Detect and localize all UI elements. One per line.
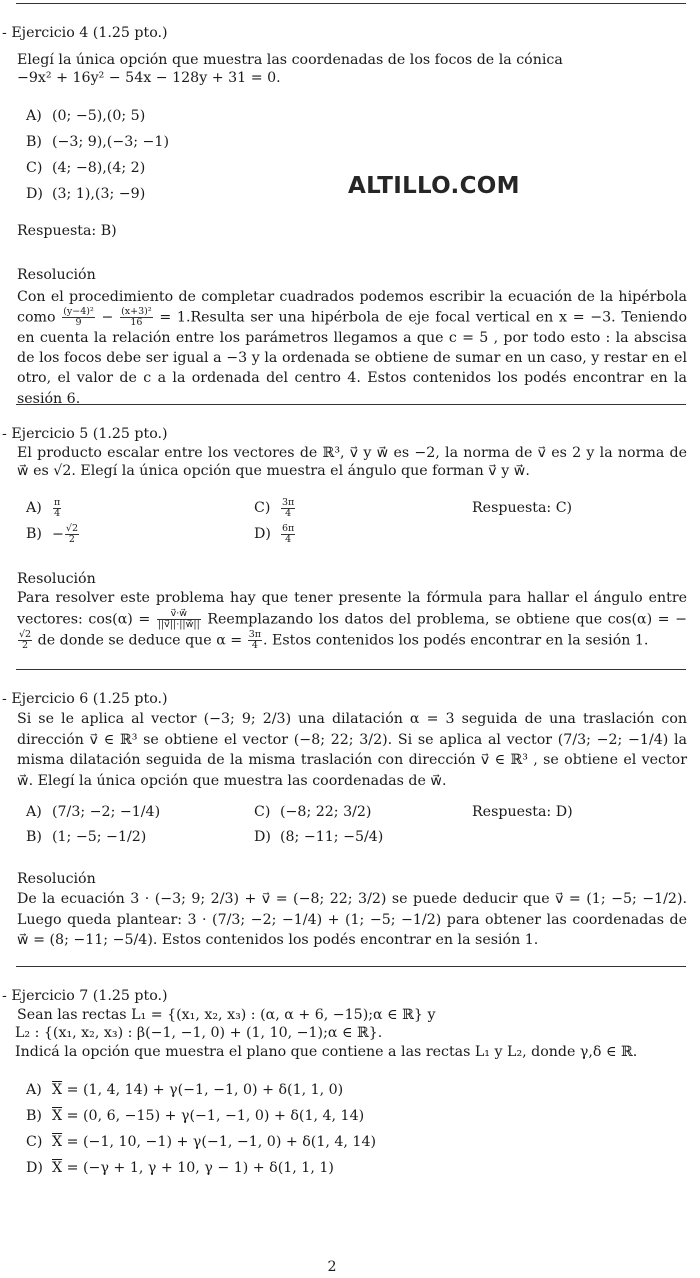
exercise-7-option-d: D) $\overline{X} = (-\gamma + 1$, γ + 10, γ − 1) + δ(1, 1, 1) [26, 1160, 334, 1176]
exercise-7-option-a: A) $\overline{X} = (1$, 4, 14) + γ(−1, −1, 0) + δ(1, 1, 0) [26, 1082, 344, 1098]
exercise-6-resolution: De la ecuación 3 · (−3; 9; 2/3) + v⃗ = (−8; 22; 3/2) se puede deducir que v⃗ = (1; −5; −1/2). Luego queda plantear: 3 · (7/3; −2; −1/4) + (1; −5; −1/2) para obtener las coordenadas de w⃗ = (8; −11; −5/4). Estos contenidos los podés encontrar en la sesión 1. [17, 891, 687, 949]
exercise-4-title: - Ejercicio 4 (1.25 pto.) [2, 25, 168, 41]
divider [16, 404, 686, 405]
exercise-6-statement: Si se le aplica al vector (−3; 9; 2/3) una dilatación α = 3 seguida de una traslación con dirección v⃗ ∈ ℝ³ se obtiene el vector (−8; 22; 3/2). Si se aplica al vector (7/3; −2; −1/4) la misma dilatación seguida de la misma traslación con dirección v⃗ ∈ ℝ³ , se obtiene el vector w⃗. Elegí la única opción que muestra las coordenadas de w⃗. [17, 711, 687, 789]
exercise-6-resolution-title: Resolución [17, 871, 96, 887]
exercise-6-option-d: D) (8; −11; −5/4) [254, 829, 384, 845]
exercise-6-option-a: A) (7/3; −2; −1/4) [26, 804, 161, 820]
top-divider [16, 3, 686, 4]
fraction: $\frac{\text{(y−4)²}}{9}$ [63, 306, 94, 329]
watermark-logo: ALTILLO.COM [348, 173, 520, 199]
page-number: 2 [327, 1259, 337, 1275]
exercise-6-answer: Respuesta: D) [472, 804, 573, 820]
exercise-4-resolution-title: Resolución [17, 267, 96, 283]
exercise-5-title: - Ejercicio 5 (1.25 pto.) [2, 426, 168, 442]
exercise-6-option-b: B) (1; −5; −1/2) [26, 829, 147, 845]
exercise-4-option-c: C) (4; −8),(4; 2) [26, 160, 146, 176]
exercise-6-title: - Ejercicio 6 (1.25 pto.) [2, 691, 168, 707]
fraction: $\frac{\text{(x+3)²}}{16}$ [121, 306, 152, 329]
exercise-4-option-b: B) (−3; 9),(−3; −1) [26, 134, 169, 150]
conic-equation: −9x² + 16y² − 54x − 128y + 31 = 0. [17, 70, 281, 87]
fraction: $\frac{v⃗\cdot w⃗}{||v⃗||\cdot||w⃗||}$ [157, 607, 200, 630]
exercise-5-option-c: C) $\frac{3\pi}{4}$ [254, 497, 295, 519]
exercise-5-resolution: Para resolver este problema hay que tener presente la fórmula para hallar el ángulo entre vectores: cos(α) = $\frac{v⃗\cdot w⃗}{||v⃗||\cdot||w⃗||}$ Reemplazando los datos del problema, se obtiene que cos(α) = − $\frac{√2}{2}$ de donde se deduce que α = $\frac{3\pi}{4}$ . Estos contenidos los podés encontrar en la sesión 1. [17, 590, 687, 651]
divider [16, 966, 686, 967]
exercise-5-option-b: B) − $\frac{√2}{2}$ [26, 523, 78, 545]
exercise-5-option-d: D) $\frac{6\pi}{4}$ [254, 523, 295, 545]
exercise-6-option-c: C) (−8; 22; 3/2) [254, 804, 372, 820]
exercise-5-statement: El producto escalar entre los vectores de ℝ³, v⃗ y w⃗ es −2, la norma de v⃗ es 2 y la norma de w⃗ es √2. Elegí la única opción que muestra el ángulo que forman v⃗ y w⃗. [17, 445, 687, 480]
exercise-5-resolution-title: Resolución [17, 571, 96, 587]
exercise-4-answer: Respuesta: B) [17, 223, 117, 239]
exercise-7-option-b: B) $\overline{X} = (0$, 6, −15) + γ(−1, −1, 0) + δ(1, 4, 14) [26, 1108, 365, 1124]
exercise-7-title: - Ejercicio 7 (1.25 pto.) [2, 988, 168, 1004]
exercise-5-answer: Respuesta: C) [472, 500, 573, 516]
exercise-7-statement: Sean las rectas L₁ = {(x₁, x₂, x₃) : (α, α + 6, −15);α ∈ ℝ} y L₂ : {(x₁, x₂, x₃) : β(−1, −1, 0) + (1, 10, −1);α ∈ ℝ}. Indicá la opción que muestra el plano que contiene a las rectas L₁ y L₂, donde γ,δ ∈ ℝ. [15, 1007, 638, 1060]
exercise-4-option-a: A) (0; −5),(0; 5) [26, 108, 146, 124]
divider [16, 669, 686, 670]
exercise-4-statement: Elegí la única opción que muestra las coordenadas de los focos de la cónica −9x² + 16y² − 54x − 128y + 31 = 0. [17, 52, 563, 87]
exercise-4-resolution: Con el procedimiento de completar cuadrados podemos escribir la ecuación de la hipérbola como $\frac{\text{(y−4)²}}{9}$ − $\frac{\text{(x+3)²}}{16}$ = 1.Resulta ser una hipérbola de eje focal vertical en x = −3. Teniendo en cuenta la relación entre los parámetros llegamos a que c = 5 , por todo esto : la abscisa de los focos debe ser igual a −3 y la ordenada se obtiene de sumar en un caso, y restar en el otro, el valor de c a la ordenada del centro 4. Estos contenidos los podés encontrar en la sesión 6. [17, 289, 687, 407]
fraction: $\frac{√2}{2}$ [19, 628, 32, 651]
exercise-5-option-a: A) $\frac{\pi}{4}$ [26, 497, 61, 519]
exercise-4-option-d: D) (3; 1),(3; −9) [26, 186, 146, 202]
fraction: $\frac{3\pi}{4}$ [248, 628, 262, 651]
exercise-7-option-c: C) $\overline{X} = (-1$, 10, −1) + γ(−1, −1, 0) + δ(1, 4, 14) [26, 1134, 377, 1150]
